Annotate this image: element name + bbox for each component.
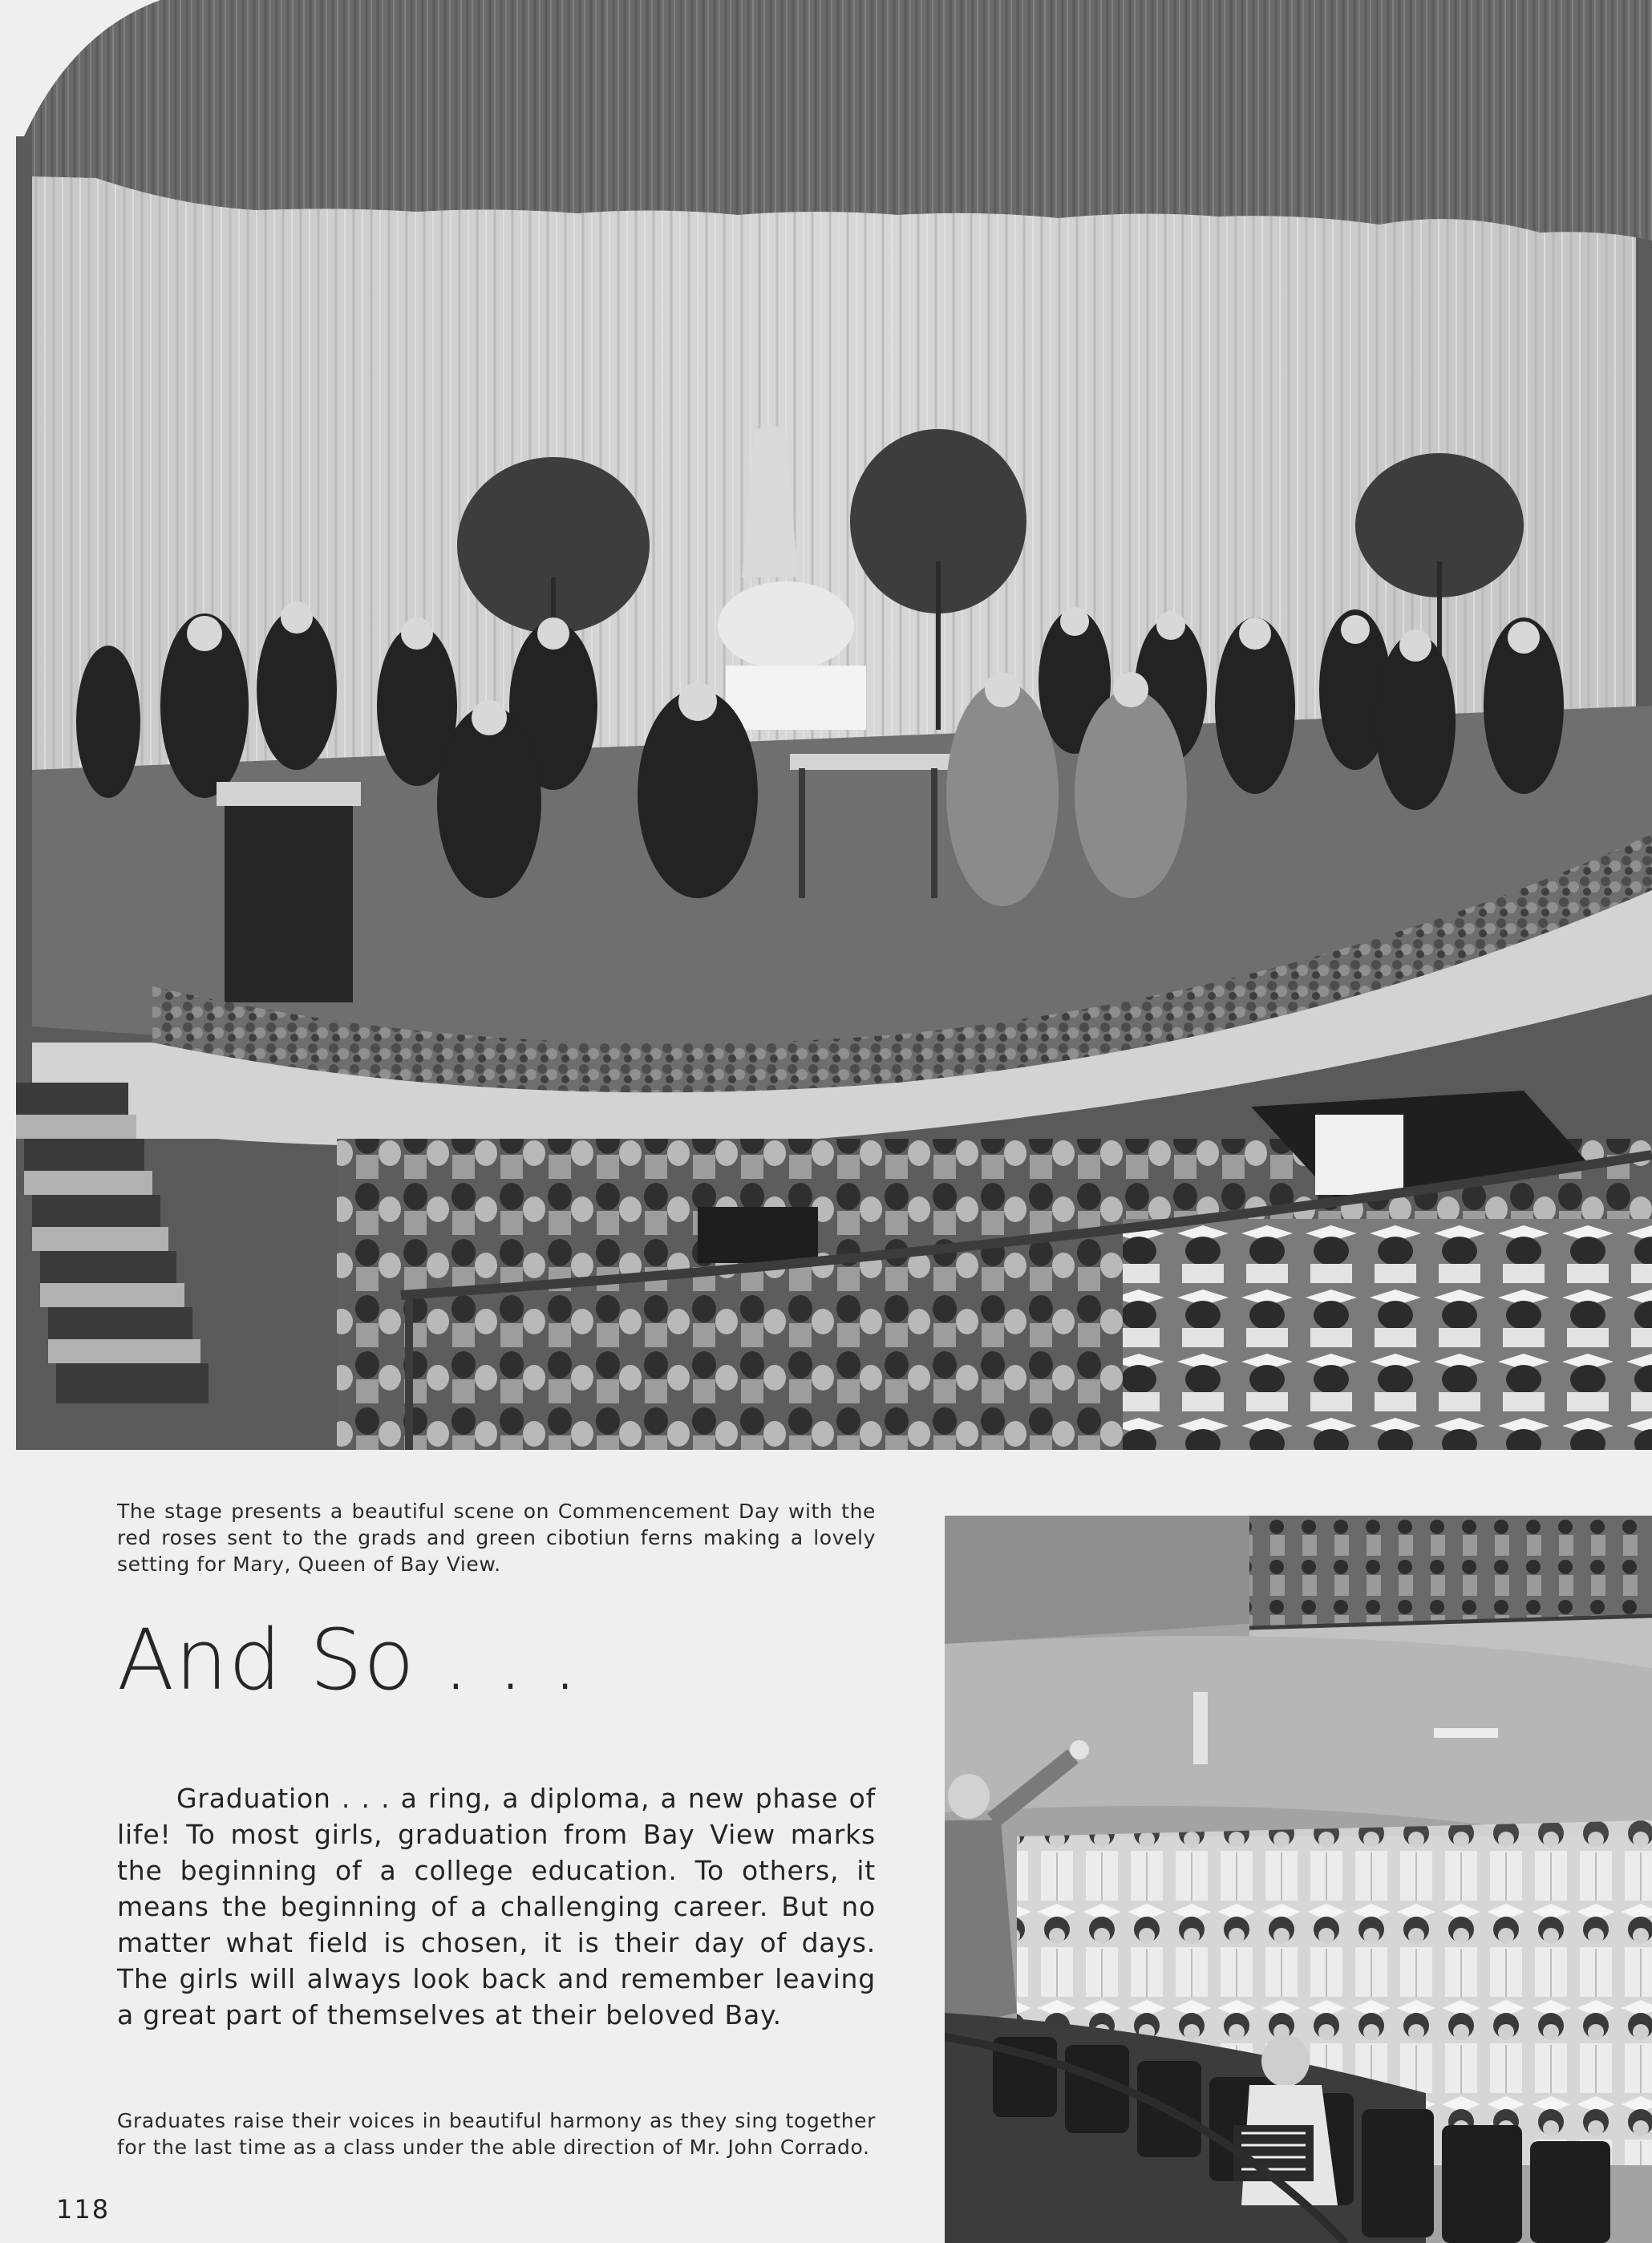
- graduates-singing-photo: [945, 1516, 1652, 2243]
- body-paragraph: Graduation . . . a ring, a diploma, a new phase of life! To most girls, graduation from Bay View marks the beginning of a college education. To others, it means the beginning of a challenging career. But no matter what field is chosen, it is their day of days. The girls will always look back and remember leaving a great part of themselves at their beloved Bay.: [117, 1783, 876, 2030]
- stage-photo: [16, 0, 1652, 1450]
- page-headline: And So . . .: [117, 1611, 580, 1709]
- page-number: 118: [56, 2194, 111, 2225]
- choir-photo-caption: Graduates raise their voices in beautiful harmony as they sing together for the last time as a class under the able direction of Mr. John Corrado.: [117, 2109, 876, 2159]
- stage-photo-caption: The stage presents a beautiful scene on Commencement Day with the red roses sent to the grads and green cibotiun ferns making a lovely setting for Mary, Queen of Bay View.: [117, 1500, 876, 1576]
